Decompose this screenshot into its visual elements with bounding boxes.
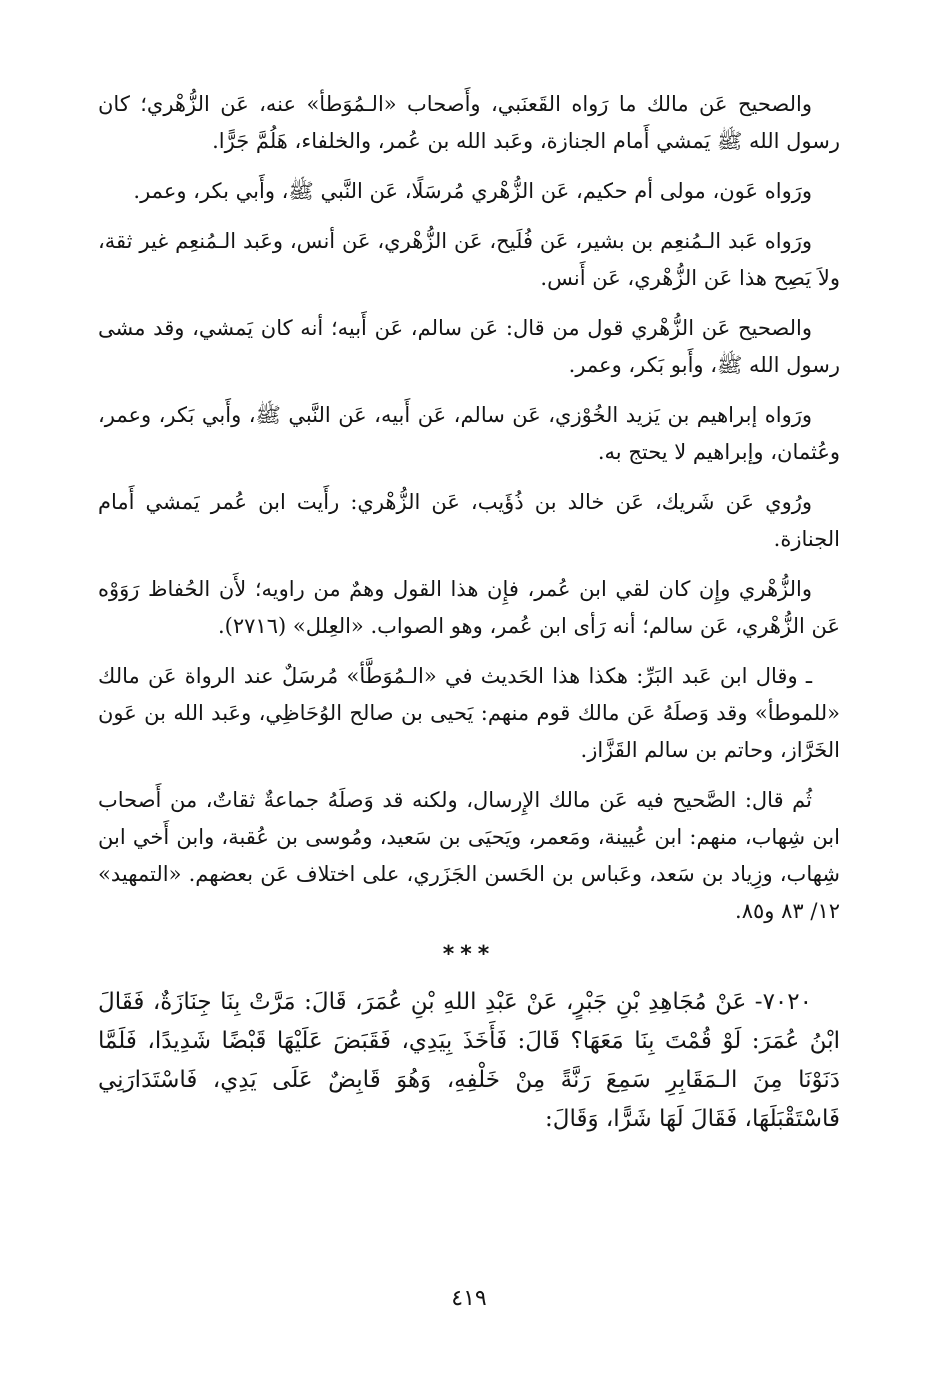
paragraph-4: والصحيح عَن الزُّهْري قول من قال: عَن سالم، عَن أَبيه؛ أنه كان يَمشي، وقد مشى رسول الله ﷺ، وأَبو بَكر، وعمر. — [98, 316, 840, 377]
paragraph-7: والزُّهْري وإِن كان لقي ابن عُمر، فإِن هذا القول وهمٌ من راويه؛ لأَن الحُفاظ رَوَوْه عَن الزُّهْري، عَن سالم؛ أنه رَأى ابن عُمر، وهو الصواب. «العِلل» (٢٧١٦). — [98, 577, 840, 638]
paragraph-8: ـ وقال ابن عَبد البَرِّ: هكذا هذا الحَديث في «الـمُوَطَّأ» مُرسَلٌ عند الرواة عَن مالك «للموطأ» وقد وَصلَهُ عَن مالك قوم منهم: يَحيى بن صالح الوُحَاظِي، وعَبد الله بن عَون الخَرَّاز، وحاتم بن سالم القَزَّاز. — [98, 664, 840, 762]
section-separator: *** — [442, 942, 496, 967]
commentary-text-block — [98, 86, 840, 1139]
paragraph-6: ورُوي عَن شَريك، عَن خالد بن ذُؤَيب، عَن الزُّهْري: رأَيت ابن عُمر يَمشي أَمام الجنازة. — [98, 490, 840, 551]
paragraph-1: والصحيح عَن مالك ما رَواه القَعنَبي، وأَصحاب «الـمُوَطأ» عنه، عَن الزُّهْري؛ كان رسول الله ﷺ يَمشي أَمام الجنازة، وعَبد الله بن عُمر، والخلفاء، هَلُمَّ جَرًّا. — [98, 92, 840, 153]
paragraph-2: ورَواه عَون، مولى أم حكيم، عَن الزُّهْري مُرسَلًا، عَن النَّبي ﷺ، وأَبي بكر، وعمر. — [133, 179, 812, 203]
paragraph-5: ورَواه إبراهيم بن يَزيد الخُوْزي، عَن سالم، عَن أَبيه، عَن النَّبي ﷺ، وأَبي بَكر، وعمر، وعُثمان، وإبراهيم لا يحتج به. — [98, 403, 840, 464]
paragraph-9: ثُم قال: الصَّحيح فيه عَن مالك الإِرسال، ولكنه قد وَصلَهُ جماعةٌ ثقاتٌ، من أَصحاب ابن شِهاب، منهم: ابن عُيينة، ومَعمر، ويَحيَى بن سَعيد، ومُوسى بن عُقبة، وابن أَخي ابن شِهاب، وزِياد بن سَعد، وعَباس بن الحَسن الجَزَري، على اختلاف عَن بعضهم. «التمهيد» ١٢/ ٨٣ و٨٥. — [98, 788, 840, 923]
page-number: ٤١٩ — [451, 1286, 487, 1311]
hadith-text: ٧٠٢٠- عَنْ مُجَاهِدِ بْنِ جَبْرٍ، عَنْ عَبْدِ اللهِ بْنِ عُمَرَ، قَالَ: مَرَّتْ بِنَا جِنَازَةٌ، فَقَالَ ابْنُ عُمَرَ: لَوْ قُمْتَ بِنَا مَعَهَا؟ قَالَ: فَأَخَذَ بِيَدِي، فَقَبَضَ عَلَيْهَا قَبْضًا شَدِيدًا، فَلَمَّا دَنَوْنَا مِنَ الـمَقَابِرِ سَمِعَ رَنَّةً مِنْ خَلْفِهِ، وَهُوَ قَابِضٌ عَلَى يَدِي، فَاسْتَدَارَنِي فَاسْتَقْبَلَهَا، فَقَالَ لَهَا شَرًّا، وَقَالَ: — [98, 989, 840, 1132]
paragraph-3: ورَواه عَبد الـمُنعِم بن بشير، عَن فُلَيح، عَن الزُّهْري، عَن أنس، وعَبد الـمُنعِم غير ثقة، ولاَ يَصِح هذا عَن الزُّهْري، عَن أَنس. — [98, 229, 840, 290]
